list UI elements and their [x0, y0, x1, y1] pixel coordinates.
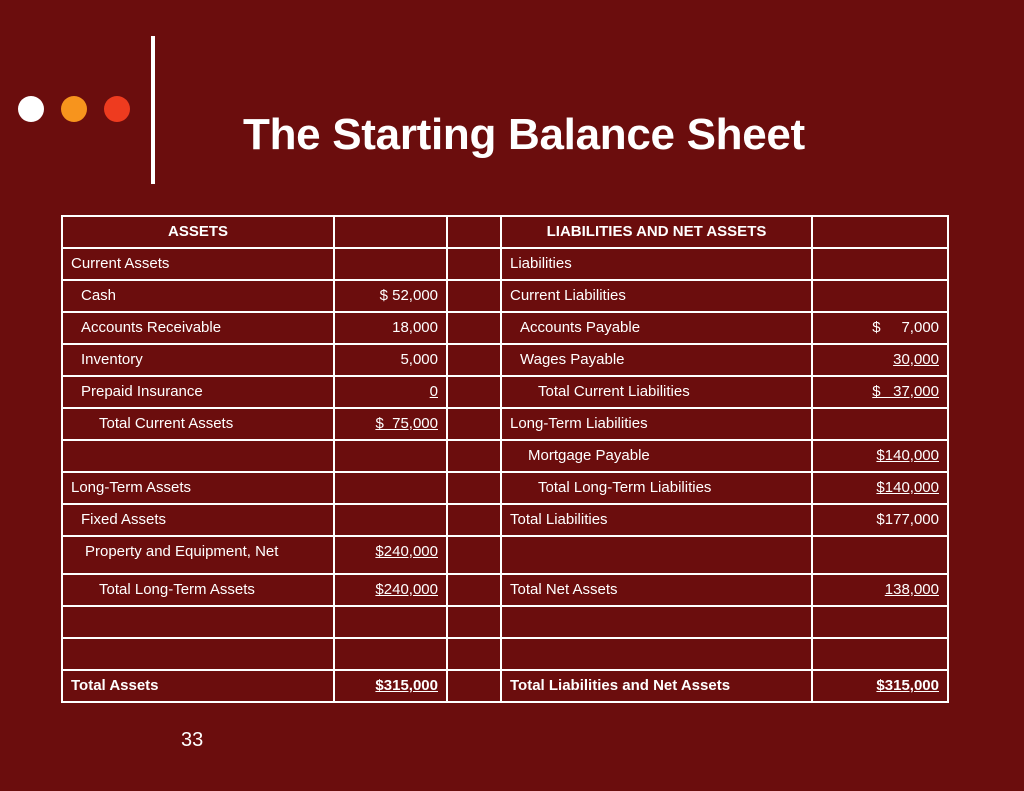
- table-cell: [812, 216, 948, 248]
- liability-value-cell: [812, 344, 948, 376]
- liability-label: Liabilities: [501, 248, 812, 280]
- liability-label: Total Long-Term Liabilities: [501, 472, 812, 504]
- bullet-dot-red: [104, 96, 130, 122]
- asset-value: [334, 606, 447, 638]
- table-row: [62, 536, 948, 574]
- table-cell: [447, 216, 501, 248]
- total-assets-value: $315,000: [375, 677, 438, 694]
- asset-value: $240,000: [375, 581, 438, 598]
- liability-label: Mortgage Payable: [501, 440, 812, 472]
- asset-value-cell: [334, 376, 447, 408]
- table-cell: [447, 440, 501, 472]
- liability-value-cell: [812, 574, 948, 606]
- table-row: [62, 606, 948, 638]
- bullet-dot-orange: [61, 96, 87, 122]
- table-cell: [447, 472, 501, 504]
- table-row: [62, 574, 948, 606]
- table-row: [62, 344, 948, 376]
- liability-label: Wages Payable: [501, 344, 812, 376]
- liabilities-header: LIABILITIES AND NET ASSETS: [501, 216, 812, 248]
- page-number: 33: [181, 729, 204, 751]
- table-cell: [447, 606, 501, 638]
- asset-label: Total Current Assets: [62, 408, 334, 440]
- table-cell: [447, 280, 501, 312]
- table-cell: [447, 670, 501, 702]
- table-header-row: [62, 216, 948, 248]
- table-cell: [447, 344, 501, 376]
- liability-value-cell: [812, 472, 948, 504]
- liability-value: [812, 606, 948, 638]
- table-total-row: [62, 670, 948, 702]
- asset-value: $ 52,000: [334, 280, 447, 312]
- table-row: [62, 638, 948, 670]
- asset-label: Total Long-Term Assets: [62, 574, 334, 606]
- asset-value: [334, 638, 447, 670]
- asset-label: [62, 440, 334, 472]
- asset-value-cell: [334, 408, 447, 440]
- liability-value-cell: [812, 376, 948, 408]
- asset-value-cell: [334, 574, 447, 606]
- total-assets-label: Total Assets: [62, 670, 334, 702]
- asset-value: [334, 504, 447, 536]
- asset-label: Inventory: [62, 344, 334, 376]
- liability-value: 138,000: [884, 581, 939, 598]
- assets-header: ASSETS: [62, 216, 334, 248]
- asset-value-cell: [334, 536, 447, 574]
- liability-label: Current Liabilities: [501, 280, 812, 312]
- liability-label: Total Current Liabilities: [501, 376, 812, 408]
- liability-value: [812, 536, 948, 574]
- table-row: [62, 440, 948, 472]
- total-assets-value-cell: [334, 670, 447, 702]
- table-row: [62, 408, 948, 440]
- asset-label: Accounts Receivable: [62, 312, 334, 344]
- title-divider-line: [151, 36, 155, 184]
- table-cell: [447, 408, 501, 440]
- table-cell: [447, 248, 501, 280]
- total-liabilities-label: Total Liabilities and Net Assets: [501, 670, 812, 702]
- liability-value: 30,000: [893, 351, 939, 368]
- liability-label: Total Net Assets: [501, 574, 812, 606]
- liability-value: $177,000: [812, 504, 948, 536]
- liability-label: Accounts Payable: [501, 312, 812, 344]
- table-row: [62, 504, 948, 536]
- liability-value: $ 37,000: [872, 383, 939, 400]
- table-row: [62, 472, 948, 504]
- liability-value: $ 7,000: [812, 312, 948, 344]
- table-cell: [447, 574, 501, 606]
- asset-value: 0: [429, 383, 438, 400]
- liability-value: $140,000: [876, 447, 939, 464]
- liability-label: Long-Term Liabilities: [501, 408, 812, 440]
- total-liabilities-value-cell: [812, 670, 948, 702]
- table-cell: [334, 216, 447, 248]
- liability-value: [812, 248, 948, 280]
- total-liabilities-value: $315,000: [876, 677, 939, 694]
- table-row: [62, 376, 948, 408]
- liability-label: [501, 638, 812, 670]
- asset-label: Cash: [62, 280, 334, 312]
- asset-value: $ 75,000: [375, 415, 438, 432]
- liability-value-cell: [812, 440, 948, 472]
- liability-label: [501, 606, 812, 638]
- balance-sheet-table: [61, 215, 949, 703]
- liability-value: [812, 638, 948, 670]
- table-cell: [447, 536, 501, 574]
- table-cell: [447, 376, 501, 408]
- asset-value: 5,000: [334, 344, 447, 376]
- liability-label: [501, 536, 812, 574]
- liability-value: $140,000: [876, 479, 939, 496]
- table-cell: [447, 504, 501, 536]
- liability-value: [812, 280, 948, 312]
- asset-value: 18,000: [334, 312, 447, 344]
- asset-value: [334, 472, 447, 504]
- asset-value: [334, 248, 447, 280]
- table-cell: [447, 312, 501, 344]
- asset-label: Prepaid Insurance: [62, 376, 334, 408]
- asset-label: Long-Term Assets: [62, 472, 334, 504]
- table-row: [62, 248, 948, 280]
- liability-label: Total Liabilities: [501, 504, 812, 536]
- asset-label: Fixed Assets: [62, 504, 334, 536]
- asset-value: [334, 440, 447, 472]
- asset-label: Current Assets: [62, 248, 334, 280]
- asset-label: [62, 638, 334, 670]
- bullet-dot-white: [18, 96, 44, 122]
- asset-label: [62, 606, 334, 638]
- table-cell: [447, 638, 501, 670]
- asset-label: Property and Equipment, Net: [62, 536, 334, 574]
- asset-value: $240,000: [375, 543, 438, 560]
- liability-value: [812, 408, 948, 440]
- slide-title: The Starting Balance Sheet: [243, 110, 805, 159]
- table-row: [62, 280, 948, 312]
- table-row: [62, 312, 948, 344]
